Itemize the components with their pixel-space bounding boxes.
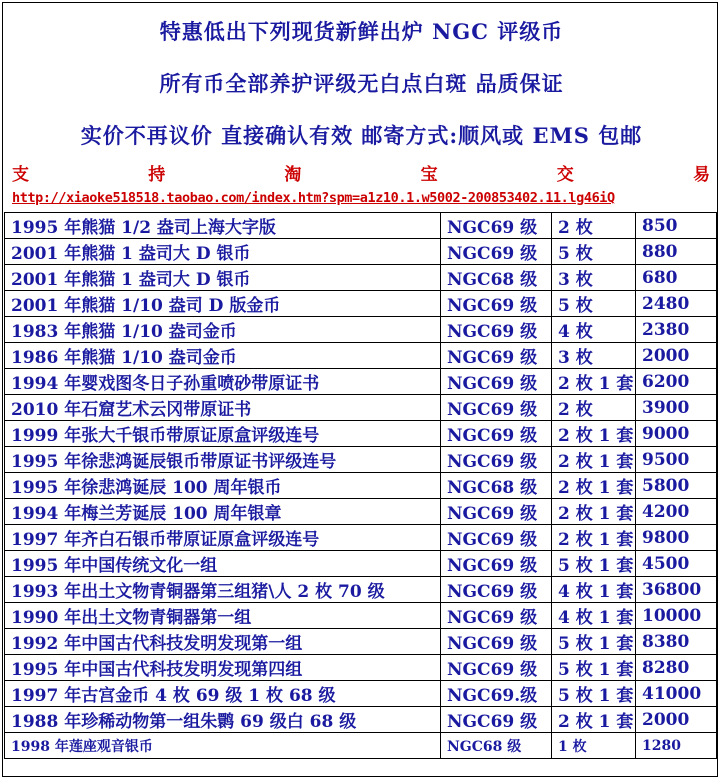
grade-cell: NGC69 级 — [441, 707, 552, 733]
coin-name-cell: 1995 年中国古代科技发明发现第四组 — [5, 655, 441, 681]
coin-name-cell: 2001 年熊猫 1/10 盎司 D 版金币 — [5, 291, 441, 317]
grade-cell: NGC69 级 — [441, 239, 552, 265]
quantity-cell: 1 枚 — [552, 733, 636, 759]
quantity-cell: 2 枚 1 套 — [552, 421, 636, 447]
support-char: 持 — [148, 165, 166, 185]
table-row — [5, 499, 717, 525]
quantity-cell: 4 枚 1 套 — [552, 577, 636, 603]
price-cell: 1280 — [636, 733, 717, 759]
grade-cell: NGC69 级 — [441, 343, 552, 369]
price-cell: 2000 — [636, 343, 717, 369]
coin-name-cell: 1999 年张大千银币带原证原盒评级连号 — [5, 421, 441, 447]
coin-name-cell: 1998 年莲座观音银币 — [5, 733, 441, 759]
coin-name-cell: 1994 年婴戏图冬日子孙重喷砂带原证书 — [5, 369, 441, 395]
quantity-cell: 2 枚 1 套 — [552, 473, 636, 499]
coin-name-cell: 1993 年出土文物青铜器第三组猪\人 2 枚 70 级 — [5, 577, 441, 603]
quantity-cell: 4 枚 1 套 — [552, 603, 636, 629]
grade-cell: NGC69 级 — [441, 577, 552, 603]
table-row — [5, 655, 717, 681]
table-row — [5, 213, 717, 239]
quantity-cell: 2 枚 1 套 — [552, 525, 636, 551]
price-cell: 8280 — [636, 655, 717, 681]
table-row — [5, 473, 717, 499]
table-row — [5, 317, 717, 343]
coin-price-table — [4, 212, 717, 759]
table-row — [5, 369, 717, 395]
table-row — [5, 603, 717, 629]
grade-cell: NGC69 级 — [441, 629, 552, 655]
grade-cell: NGC69 级 — [441, 395, 552, 421]
grade-cell: NGC69 级 — [441, 655, 552, 681]
grade-cell: NGC68 级 — [441, 473, 552, 499]
price-cell: 3900 — [636, 395, 717, 421]
quantity-cell: 2 枚 1 套 — [552, 369, 636, 395]
table-row — [5, 291, 717, 317]
table-row — [5, 681, 717, 707]
support-char: 易 — [692, 165, 710, 185]
grade-cell: NGC69 级 — [441, 447, 552, 473]
grade-cell: NGC69 级 — [441, 369, 552, 395]
coin-name-cell: 1994 年梅兰芳诞辰 100 周年银章 — [5, 499, 441, 525]
coin-name-cell: 1990 年出土文物青铜器第一组 — [5, 603, 441, 629]
quantity-cell: 2 枚 — [552, 213, 636, 239]
table-row — [5, 707, 717, 733]
table-row — [5, 265, 717, 291]
coin-name-cell: 1997 年古宫金币 4 枚 69 级 1 枚 68 级 — [5, 681, 441, 707]
quantity-cell: 2 枚 1 套 — [552, 707, 636, 733]
quantity-cell: 4 枚 — [552, 317, 636, 343]
quantity-cell: 5 枚 1 套 — [552, 551, 636, 577]
grade-cell: NGC69 级 — [441, 213, 552, 239]
coin-name-cell: 1992 年中国古代科技发明发现第一组 — [5, 629, 441, 655]
coin-name-cell: 1995 年徐悲鸿诞辰银币带原证书评级连号 — [5, 447, 441, 473]
price-cell: 2380 — [636, 317, 717, 343]
quantity-cell: 5 枚 1 套 — [552, 681, 636, 707]
price-cell: 850 — [636, 213, 717, 239]
table-row — [5, 447, 717, 473]
grade-cell: NGC69 级 — [441, 421, 552, 447]
price-cell: 4200 — [636, 499, 717, 525]
grade-cell: NGC69.级 — [441, 681, 552, 707]
coin-name-cell: 1995 年熊猫 1/2 盎司上海大字版 — [5, 213, 441, 239]
support-char: 交 — [556, 165, 574, 185]
table-row — [5, 551, 717, 577]
grade-cell: NGC69 级 — [441, 499, 552, 525]
price-cell: 9500 — [636, 447, 717, 473]
grade-cell: NGC69 级 — [441, 603, 552, 629]
table-row — [5, 239, 717, 265]
quantity-cell: 5 枚 — [552, 291, 636, 317]
coin-name-cell: 1995 年中国传统文化一组 — [5, 551, 441, 577]
grade-cell: NGC68 级 — [441, 733, 552, 759]
price-cell: 8380 — [636, 629, 717, 655]
headline-quality: 所有币全部养护评级无白点白斑 品质保证 — [159, 71, 564, 96]
table-row — [5, 395, 717, 421]
coin-name-cell: 2001 年熊猫 1 盎司大 D 银币 — [5, 239, 441, 265]
price-cell: 680 — [636, 265, 717, 291]
grade-cell: NGC69 级 — [441, 551, 552, 577]
support-char: 支 — [12, 165, 29, 185]
price-cell: 41000 — [636, 681, 717, 707]
price-cell: 9800 — [636, 525, 717, 551]
table-row — [5, 525, 717, 551]
price-cell: 4500 — [636, 551, 717, 577]
quantity-cell: 2 枚 1 套 — [552, 499, 636, 525]
grade-cell: NGC68 级 — [441, 265, 552, 291]
support-char: 淘 — [284, 165, 302, 185]
price-cell: 880 — [636, 239, 717, 265]
price-cell: 2480 — [636, 291, 717, 317]
coin-name-cell: 1983 年熊猫 1/10 盎司金币 — [5, 317, 441, 343]
grade-cell: NGC69 级 — [441, 291, 552, 317]
coin-name-cell: 1986 年熊猫 1/10 盎司金币 — [5, 343, 441, 369]
coin-name-cell: 1988 年珍稀动物第一组朱鹮 69 级白 68 级 — [5, 707, 441, 733]
grade-cell: NGC69 级 — [441, 317, 552, 343]
table-row — [5, 421, 717, 447]
price-cell: 6200 — [636, 369, 717, 395]
price-cell: 36800 — [636, 577, 717, 603]
taobao-support-line — [12, 160, 710, 185]
quantity-cell: 5 枚 1 套 — [552, 655, 636, 681]
price-cell: 5800 — [636, 473, 717, 499]
table-row — [5, 629, 717, 655]
grade-cell: NGC69 级 — [441, 525, 552, 551]
quantity-cell: 3 枚 — [552, 343, 636, 369]
quantity-cell: 2 枚 — [552, 395, 636, 421]
shop-url-link[interactable]: http://xiaoke518518.taobao.com/index.htm?spm=a1z10.1.w5002-200853402.11.lg46iQ — [12, 190, 615, 206]
price-cell: 2000 — [636, 707, 717, 733]
price-cell: 10000 — [636, 603, 717, 629]
coin-name-cell: 2010 年石窟艺术云冈带原证书 — [5, 395, 441, 421]
headline-shipping: 实价不再议价 直接确认有效 邮寄方式:顺风或 EMS 包邮 — [80, 123, 643, 148]
quantity-cell: 5 枚 — [552, 239, 636, 265]
table-row — [5, 577, 717, 603]
quantity-cell: 3 枚 — [552, 265, 636, 291]
table-row — [5, 343, 717, 369]
headline-sale: 特惠低出下列现货新鲜出炉 NGC 评级币 — [159, 19, 564, 44]
table-row — [5, 733, 717, 759]
coin-name-cell: 1997 年齐白石银币带原证原盒评级连号 — [5, 525, 441, 551]
support-char: 宝 — [420, 165, 438, 185]
coin-name-cell: 2001 年熊猫 1 盎司大 D 银币 — [5, 265, 441, 291]
quantity-cell: 2 枚 1 套 — [552, 447, 636, 473]
quantity-cell: 5 枚 1 套 — [552, 629, 636, 655]
coin-name-cell: 1995 年徐悲鸿诞辰 100 周年银币 — [5, 473, 441, 499]
price-cell: 9000 — [636, 421, 717, 447]
